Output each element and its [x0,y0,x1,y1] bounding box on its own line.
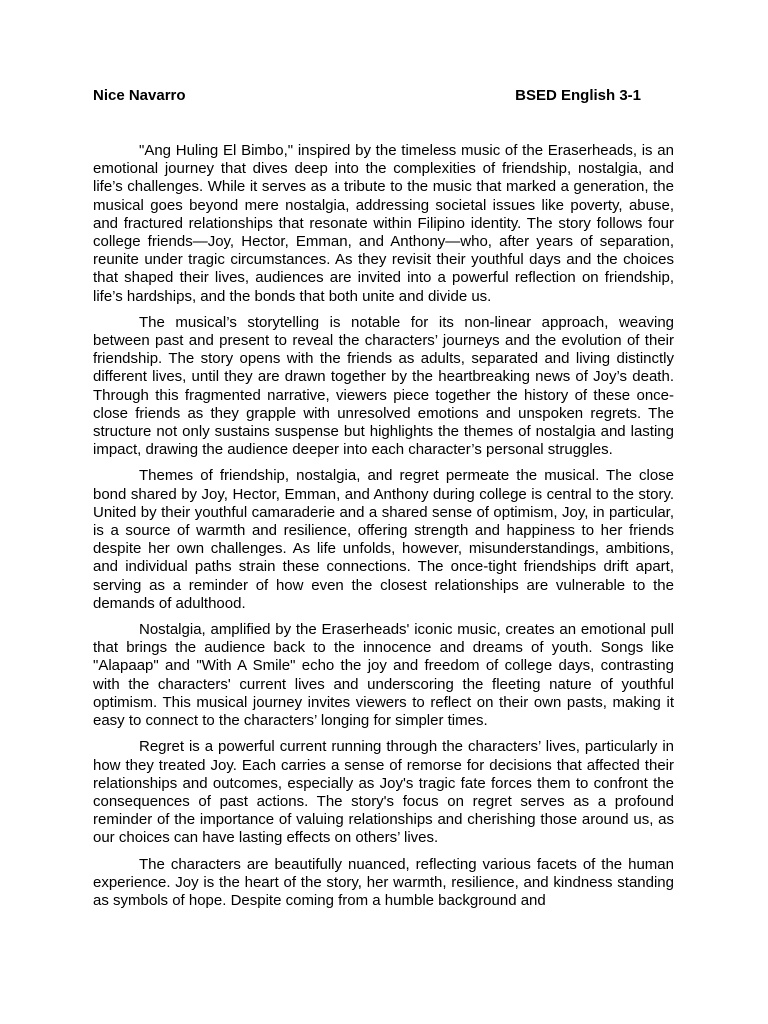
essay-body [93,142,674,910]
paragraph-3: Themes of friendship, nostalgia, and regret permeate the musical. The close bond shared by Joy, Hector, Emman, and Anthony during college is central to the story. United by their youthful camaraderie and a shared sense of optimism, Joy, in particular, is a source of warmth and resilience, offering strength and happiness to her friends despite her own challenges. As life unfolds, however, misunderstandings, ambitions, and individual paths strain these connections. The once-tight friendships drift apart, serving as a reminder of how even the closest relationships are vulnerable to the demands of adulthood. [93,467,674,612]
paragraph-6: The characters are beautifully nuanced, reflecting various facets of the human experience. Joy is the heart of the story, her warmth, resilience, and kindness standing as symbols of hope. Despite coming from a humble background and [93,855,674,909]
paragraph-2: The musical’s storytelling is notable for its non-linear approach, weaving between past and present to reveal the characters’ journeys and the evolution of their friendship. The story opens with the friends as adults, separated and living distinctly different lives, until they are drawn together by the heartbreaking news of Joy’s death. Through this fragmented narrative, viewers piece together the history of these once-close friends as they grapple with unresolved emotions and unspoken regrets. The structure not only sustains suspense but highlights the themes of nostalgia and lasting impact, drawing the audience deeper into each character’s personal struggles. [93,313,674,459]
paragraph-4: Nostalgia, amplified by the Eraserheads' iconic music, creates an emotional pull that brings the audience back to the innocence and dreams of youth. Songs like "Alapaap" and "With A Smile" echo the joy and freedom of college days, contrasting with the characters' current lives and underscoring the fleeting nature of youthful optimism. This musical journey invites viewers to reflect on their own pasts, making it easy to connect to the characters’ longing for simpler times. [93,621,674,730]
document-page [93,87,674,918]
paragraph-1: "Ang Huling El Bimbo," inspired by the timeless music of the Eraserheads, is an emotional journey that dives deep into the complexities of friendship, nostalgia, and life’s challenges. While it serves as a tribute to the music that marked a generation, the musical goes beyond mere nostalgia, addressing societal issues like poverty, abuse, and fractured relationships that resonate within Filipino identity. The story follows four college friends—Joy, Hector, Emman, and Anthony—who, after years of separation, reunite under tragic circumstances. As they revisit their youthful days and the choices that shaped their lives, audiences are invited into a powerful reflection on friendship, life’s hardships, and the bonds that both unite and divide us. [93,142,674,305]
course-section: BSED English 3-1 [515,87,641,104]
author-name: Nice Navarro [93,87,186,104]
document-header [93,87,674,105]
paragraph-5: Regret is a powerful current running through the characters’ lives, particularly in how they treated Joy. Each carries a sense of remorse for decisions that affected their relationships and outcomes, especially as Joy's tragic fate forces them to confront the consequences of past actions. The story's focus on regret serves as a profound reminder of the importance of valuing relationships and cherishing those around us, as our choices can have lasting effects on others’ lives. [93,738,674,847]
